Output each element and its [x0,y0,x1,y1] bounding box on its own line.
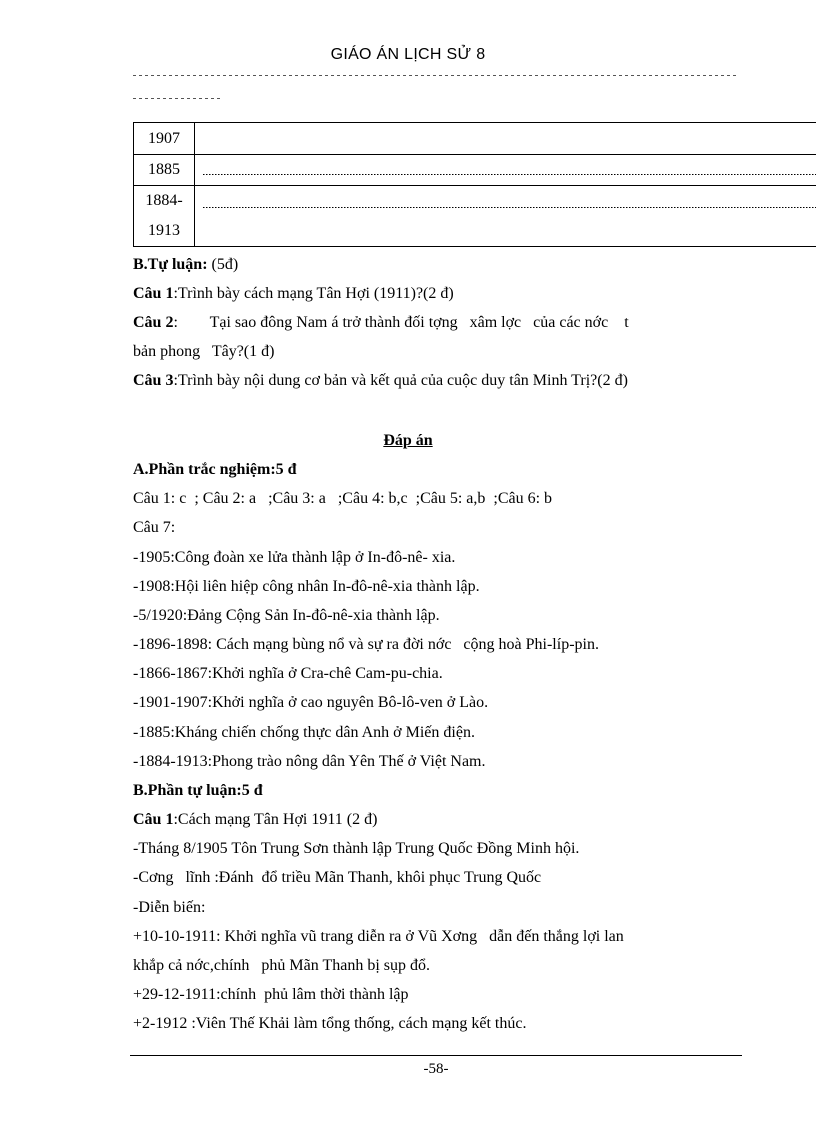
timeline-answer-cell [195,186,816,247]
answer-line: -Cơng lĩnh :Đánh đổ triều Mãn Thanh, khôi phục Trung Quốc [133,869,542,886]
question-label: Câu 1 [133,811,174,828]
question-text: : Tại sao đông Nam á trở thành đối tợng xâm lợc của các nớc t [173,314,629,331]
answer-line: +29-12-1911:chính phủ lâm thời thành lập [133,986,409,1003]
timeline-year-cell: 1913 [134,216,195,247]
tu-luan-heading [133,256,238,274]
timeline-answer-cell [195,155,816,186]
answer-line: +2-1912 :Viên Thế Khải làm tổng thống, cách mạng kết thúc. [133,1015,527,1032]
q7-item: -5/1920:Đảng Cộng Sản In-đô-nê-xia thành lập. [133,607,440,624]
q7-item: -1896-1898: Cách mạng bùng nổ và sự ra đời nớc cộng hoà Phi-líp-pin. [133,636,599,653]
timeline-year-cell: 1907 [134,123,195,155]
heading-bold: B.Tự luận: [133,256,208,273]
timeline-year-cell: 1885 [134,155,195,186]
question-1 [133,285,454,303]
question-label: Câu 3 [133,372,174,389]
q7-item: -1866-1867:Khởi nghĩa ở Cra-chê Cam-pu-chia. [133,665,443,682]
q7-item: -1901-1907:Khởi nghĩa ở cao nguyên Bô-lô-ven ở Lào. [133,694,489,711]
header-dash-rule [133,75,738,77]
answer-line: khắp cả nớc,chính phủ Mãn Thanh bị sụp đổ. [133,957,430,974]
timeline-table [133,122,816,247]
q7-item: -1908:Hội liên hiệp công nhân In-đô-nê-xia thành lập. [133,578,480,595]
question-text: bản phong Tây?(1 đ) [133,343,275,360]
question-3 [133,372,628,390]
timeline-year-cell: 1884- [134,186,195,217]
part-b-question-1 [133,811,377,829]
answer-line: -Tháng 8/1905 Tôn Trung Sơn thành lập Trung Quốc Đồng Minh hội. [133,840,580,857]
question-text: :Cách mạng Tân Hợi 1911 (2 đ) [173,811,378,828]
dotted-answer-line [203,207,816,208]
page-header-title: GIÁO ÁN LỊCH SỬ 8 [330,46,486,63]
dotted-answer-line [203,174,816,175]
answer-line: -Diễn biến: [133,899,206,916]
page-number: -58- [423,1061,449,1077]
multiple-choice-answers: Câu 1: c ; Câu 2: a ;Câu 3: a ;Câu 4: b,c ;Câu 5: a,b ;Câu 6: b [133,490,553,507]
q7-item: -1905:Công đoàn xe lửa thành lập ở In-đô-nê- xia. [133,549,456,566]
heading-points: (5đ) [207,256,239,273]
part-b-heading: B.Phần tự luận:5 đ [133,782,263,799]
dap-an-title: Đáp án [383,432,433,449]
timeline-answer-cell [195,123,816,155]
question-7-label: Câu 7: [133,519,176,536]
q7-item: -1884-1913:Phong trào nông dân Yên Thế ở Việt Nam. [133,753,486,770]
question-2 [133,314,629,332]
header-dash-rule-short [133,98,221,100]
q7-item: -1885:Kháng chiến chống thực dân Anh ở Miến điện. [133,724,475,741]
question-text: :Trình bày nội dung cơ bản và kết quả của cuộc duy tân Minh Trị?(2 đ) [173,372,628,389]
part-a-heading: A.Phần trắc nghiệm:5 đ [133,461,297,478]
question-2-continued [133,343,274,361]
question-label: Câu 1 [133,285,174,302]
question-text: :Trình bày cách mạng Tân Hợi (1911)?(2 đ) [173,285,454,302]
footer-rule [130,1055,742,1056]
question-label: Câu 2 [133,314,174,331]
answer-line: +10-10-1911: Khởi nghĩa vũ trang diễn ra ở Vũ Xơng dẫn đến thắng lợi lan [133,928,624,945]
